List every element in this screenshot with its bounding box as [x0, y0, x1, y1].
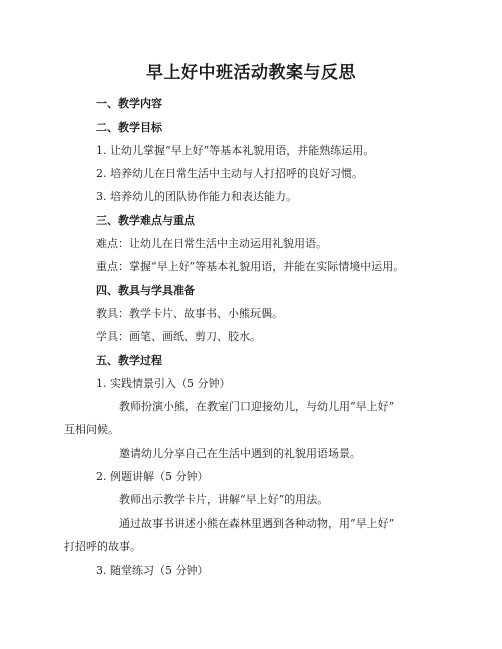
difficulty-text: 难点：让幼儿在日常生活中主动运用礼貌用语。: [96, 237, 327, 250]
learning-tools-text: 学具：画笔、画纸、剪刀、胶水。: [96, 330, 261, 343]
process-step-1-para-1: 教师扮演小熊，在教室门口迎接幼儿，与幼儿用“早上好”: [119, 400, 395, 413]
process-step-2-para-2-cont: 打招呼的故事。: [64, 540, 141, 553]
section-heading-difficulty: 三、教学难点与重点: [96, 214, 195, 227]
process-step-3: 3. 随堂练习（5 分钟）: [96, 564, 209, 577]
process-step-2: 2. 例题讲解（5 分钟）: [96, 470, 209, 483]
document-title: 早上好中班活动教案与反思: [146, 63, 356, 83]
goal-item-2: 2. 培养幼儿在日常生活中主动与人打招呼的良好习惯。: [96, 167, 363, 180]
goal-item-3: 3. 培养幼儿的团队协作能力和表达能力。: [96, 190, 297, 203]
key-point-text: 重点：掌握“早上好”等基本礼貌用语，并能在实际情境中运用。: [96, 260, 405, 273]
section-heading-process: 五、教学过程: [96, 354, 162, 367]
section-heading-materials: 四、教具与学具准备: [96, 284, 195, 297]
section-heading-goals: 二、教学目标: [96, 121, 162, 134]
section-heading-content: 一、教学内容: [96, 97, 162, 110]
process-step-1: 1. 实践情景引入（5 分钟）: [96, 377, 231, 390]
process-step-1-para-2: 邀请幼儿分享自己在生活中遇到的礼貌用语场景。: [119, 447, 361, 460]
teaching-aids-text: 教具：教学卡片、故事书、小熊玩偶。: [96, 307, 283, 320]
goal-item-1: 1. 让幼儿掌握“早上好”等基本礼貌用语，并能熟练运用。: [96, 144, 375, 157]
process-step-2-para-1: 教师出示教学卡片，讲解“早上好”的用法。: [119, 493, 329, 506]
process-step-2-para-2: 通过故事书讲述小熊在森林里遇到各种动物，用“早上好”: [119, 517, 395, 530]
process-step-1-para-1-cont: 互相问候。: [64, 423, 119, 436]
